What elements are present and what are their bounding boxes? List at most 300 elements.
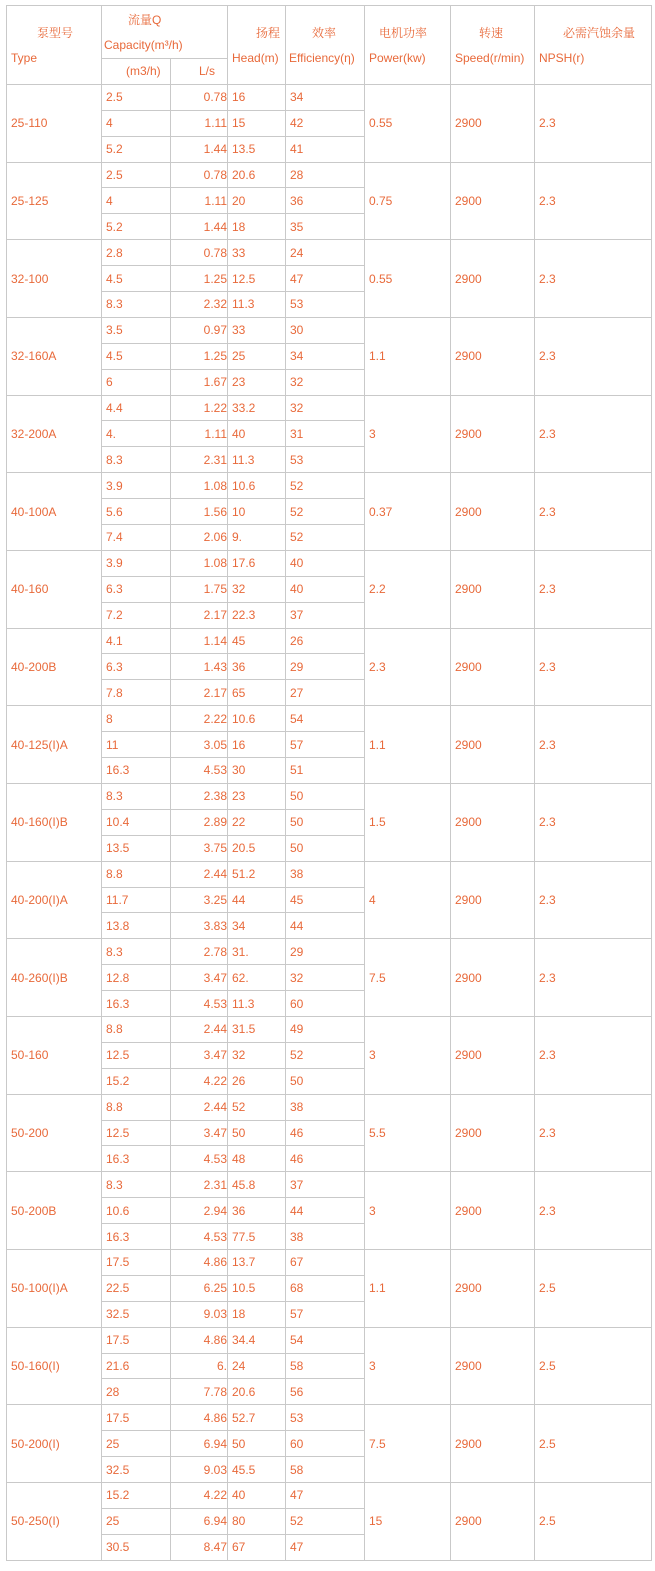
table-row <box>7 550 652 576</box>
speed-cell: 2900 <box>451 240 535 318</box>
capacity-m3h-cell: 21.6 <box>102 1353 171 1379</box>
capacity-ls-cell: 0.78 <box>171 240 228 266</box>
efficiency-cell: 57 <box>286 732 365 758</box>
efficiency-cell: 68 <box>286 1275 365 1301</box>
head-cell: 45 <box>228 628 286 654</box>
capacity-ls-cell: 1.14 <box>171 628 228 654</box>
table-row <box>7 1405 652 1431</box>
capacity-m3h-cell: 2.5 <box>102 84 171 110</box>
npsh-cell: 2.3 <box>535 628 652 706</box>
efficiency-cell: 34 <box>286 343 365 369</box>
capacity-m3h-cell: 10.6 <box>102 1198 171 1224</box>
capacity-m3h-cell: 3.9 <box>102 473 171 499</box>
capacity-ls-cell: 4.86 <box>171 1249 228 1275</box>
head-cell: 40 <box>228 421 286 447</box>
capacity-m3h-cell: 12.5 <box>102 1042 171 1068</box>
head-cell: 11.3 <box>228 991 286 1017</box>
speed-cell: 2900 <box>451 783 535 861</box>
efficiency-cell: 44 <box>286 913 365 939</box>
speed-cell: 2900 <box>451 317 535 395</box>
power-cell: 5.5 <box>365 1094 451 1172</box>
power-cell: 7.5 <box>365 1405 451 1483</box>
table-row <box>7 1016 652 1042</box>
capacity-m3h-cell: 17.5 <box>102 1249 171 1275</box>
capacity-ls-cell: 3.47 <box>171 1120 228 1146</box>
capacity-ls-cell: 2.44 <box>171 1016 228 1042</box>
capacity-ls-cell: 2.44 <box>171 861 228 887</box>
head-cell: 40 <box>228 1482 286 1508</box>
capacity-m3h-cell: 3.9 <box>102 550 171 576</box>
capacity-ls-cell: 0.78 <box>171 84 228 110</box>
efficiency-cell: 52 <box>286 1042 365 1068</box>
head-cell: 34.4 <box>228 1327 286 1353</box>
capacity-ls-cell: 2.94 <box>171 1198 228 1224</box>
capacity-ls-cell: 6.94 <box>171 1431 228 1457</box>
head-cell: 33.2 <box>228 395 286 421</box>
capacity-m3h-cell: 6.3 <box>102 654 171 680</box>
head-cell: 25 <box>228 343 286 369</box>
header-capacity-zh: 流量Q <box>128 13 162 27</box>
capacity-ls-cell: 1.67 <box>171 369 228 395</box>
speed-cell: 2900 <box>451 1482 535 1560</box>
capacity-ls-cell: 1.11 <box>171 421 228 447</box>
speed-cell: 2900 <box>451 1094 535 1172</box>
head-cell: 16 <box>228 732 286 758</box>
capacity-m3h-cell: 8.3 <box>102 783 171 809</box>
head-cell: 10.6 <box>228 473 286 499</box>
power-cell: 0.55 <box>365 240 451 318</box>
power-cell: 1.1 <box>365 706 451 784</box>
capacity-ls-cell: 2.17 <box>171 602 228 628</box>
capacity-ls-cell: 2.22 <box>171 706 228 732</box>
header-power <box>365 6 451 85</box>
capacity-m3h-cell: 17.5 <box>102 1405 171 1431</box>
head-cell: 20.5 <box>228 835 286 861</box>
efficiency-cell: 30 <box>286 317 365 343</box>
efficiency-cell: 29 <box>286 939 365 965</box>
pump-type-cell: 50-160 <box>7 1016 102 1094</box>
npsh-cell: 2.5 <box>535 1249 652 1327</box>
efficiency-cell: 42 <box>286 110 365 136</box>
efficiency-cell: 38 <box>286 1224 365 1250</box>
capacity-m3h-cell: 22.5 <box>102 1275 171 1301</box>
capacity-ls-cell: 3.05 <box>171 732 228 758</box>
head-cell: 12.5 <box>228 266 286 292</box>
npsh-cell: 2.3 <box>535 395 652 473</box>
head-cell: 16 <box>228 84 286 110</box>
head-cell: 23 <box>228 369 286 395</box>
capacity-ls-cell: 3.83 <box>171 913 228 939</box>
header-npsh-en: NPSH(r) <box>539 51 585 65</box>
capacity-ls-cell: 1.11 <box>171 188 228 214</box>
head-cell: 20 <box>228 188 286 214</box>
speed-cell: 2900 <box>451 861 535 939</box>
capacity-ls-cell: 9.03 <box>171 1457 228 1483</box>
efficiency-cell: 47 <box>286 1534 365 1560</box>
efficiency-cell: 51 <box>286 758 365 784</box>
pump-type-cell: 25-125 <box>7 162 102 240</box>
capacity-ls-cell: 2.31 <box>171 1172 228 1198</box>
pump-type-cell: 40-125(I)A <box>7 706 102 784</box>
capacity-m3h-cell: 5.2 <box>102 214 171 240</box>
head-cell: 15 <box>228 110 286 136</box>
efficiency-cell: 53 <box>286 447 365 473</box>
capacity-m3h-cell: 25 <box>102 1508 171 1534</box>
head-cell: 77.5 <box>228 1224 286 1250</box>
capacity-ls-cell: 2.06 <box>171 525 228 551</box>
head-cell: 36 <box>228 1198 286 1224</box>
header-efficiency-zh: 效率 <box>312 26 337 40</box>
capacity-ls-cell: 3.47 <box>171 1042 228 1068</box>
capacity-ls-cell: 4.53 <box>171 1146 228 1172</box>
efficiency-cell: 37 <box>286 602 365 628</box>
head-cell: 67 <box>228 1534 286 1560</box>
pump-type-cell: 50-200(I) <box>7 1405 102 1483</box>
header-capacity-m3h: (m3/h) <box>102 59 171 85</box>
power-cell: 0.55 <box>365 84 451 162</box>
head-cell: 20.6 <box>228 1379 286 1405</box>
efficiency-cell: 40 <box>286 550 365 576</box>
speed-cell: 2900 <box>451 84 535 162</box>
efficiency-cell: 40 <box>286 576 365 602</box>
speed-cell: 2900 <box>451 628 535 706</box>
head-cell: 22 <box>228 809 286 835</box>
pump-type-cell: 40-100A <box>7 473 102 551</box>
head-cell: 13.5 <box>228 136 286 162</box>
head-cell: 62. <box>228 965 286 991</box>
header-speed <box>451 6 535 85</box>
capacity-m3h-cell: 8.8 <box>102 1094 171 1120</box>
efficiency-cell: 57 <box>286 1301 365 1327</box>
capacity-ls-cell: 6.25 <box>171 1275 228 1301</box>
power-cell: 3 <box>365 395 451 473</box>
table-row <box>7 706 652 732</box>
speed-cell: 2900 <box>451 395 535 473</box>
capacity-m3h-cell: 11.7 <box>102 887 171 913</box>
efficiency-cell: 24 <box>286 240 365 266</box>
efficiency-cell: 53 <box>286 1405 365 1431</box>
efficiency-cell: 49 <box>286 1016 365 1042</box>
capacity-ls-cell: 1.22 <box>171 395 228 421</box>
npsh-cell: 2.3 <box>535 939 652 1017</box>
capacity-m3h-cell: 8.3 <box>102 939 171 965</box>
efficiency-cell: 46 <box>286 1120 365 1146</box>
npsh-cell: 2.5 <box>535 1327 652 1405</box>
table-row <box>7 861 652 887</box>
efficiency-cell: 26 <box>286 628 365 654</box>
efficiency-cell: 38 <box>286 861 365 887</box>
capacity-ls-cell: 7.78 <box>171 1379 228 1405</box>
efficiency-cell: 38 <box>286 1094 365 1120</box>
speed-cell: 2900 <box>451 1327 535 1405</box>
head-cell: 52.7 <box>228 1405 286 1431</box>
head-cell: 23 <box>228 783 286 809</box>
power-cell: 1.1 <box>365 317 451 395</box>
capacity-m3h-cell: 13.5 <box>102 835 171 861</box>
power-cell: 2.2 <box>365 550 451 628</box>
table-row <box>7 939 652 965</box>
head-cell: 50 <box>228 1120 286 1146</box>
head-cell: 51.2 <box>228 861 286 887</box>
capacity-m3h-cell: 13.8 <box>102 913 171 939</box>
head-cell: 52 <box>228 1094 286 1120</box>
header-type-zh: 泵型号 <box>37 26 74 40</box>
capacity-m3h-cell: 4.5 <box>102 343 171 369</box>
speed-cell: 2900 <box>451 550 535 628</box>
capacity-ls-cell: 2.89 <box>171 809 228 835</box>
pump-type-cell: 50-160(I) <box>7 1327 102 1405</box>
efficiency-cell: 56 <box>286 1379 365 1405</box>
header-head-en: Head(m) <box>232 51 279 65</box>
capacity-m3h-cell: 30.5 <box>102 1534 171 1560</box>
capacity-m3h-cell: 3.5 <box>102 317 171 343</box>
capacity-ls-cell: 2.78 <box>171 939 228 965</box>
capacity-m3h-cell: 16.3 <box>102 758 171 784</box>
efficiency-cell: 67 <box>286 1249 365 1275</box>
efficiency-cell: 32 <box>286 965 365 991</box>
capacity-m3h-cell: 6 <box>102 369 171 395</box>
capacity-m3h-cell: 4.1 <box>102 628 171 654</box>
capacity-ls-cell: 4.86 <box>171 1405 228 1431</box>
capacity-ls-cell: 2.31 <box>171 447 228 473</box>
npsh-cell: 2.3 <box>535 317 652 395</box>
pump-type-cell: 40-200(I)A <box>7 861 102 939</box>
capacity-ls-cell: 1.43 <box>171 654 228 680</box>
npsh-cell: 2.3 <box>535 162 652 240</box>
efficiency-cell: 54 <box>286 706 365 732</box>
power-cell: 3 <box>365 1172 451 1250</box>
head-cell: 30 <box>228 758 286 784</box>
header-npsh <box>535 6 652 85</box>
pump-type-cell: 40-160 <box>7 550 102 628</box>
capacity-ls-cell: 0.97 <box>171 317 228 343</box>
efficiency-cell: 46 <box>286 1146 365 1172</box>
capacity-m3h-cell: 7.2 <box>102 602 171 628</box>
capacity-m3h-cell: 10.4 <box>102 809 171 835</box>
capacity-m3h-cell: 17.5 <box>102 1327 171 1353</box>
capacity-ls-cell: 1.08 <box>171 550 228 576</box>
efficiency-cell: 47 <box>286 1482 365 1508</box>
capacity-m3h-cell: 28 <box>102 1379 171 1405</box>
npsh-cell: 2.5 <box>535 1405 652 1483</box>
power-cell: 1.1 <box>365 1249 451 1327</box>
head-cell: 13.7 <box>228 1249 286 1275</box>
head-cell: 11.3 <box>228 292 286 318</box>
speed-cell: 2900 <box>451 1172 535 1250</box>
capacity-ls-cell: 4.53 <box>171 1224 228 1250</box>
efficiency-cell: 44 <box>286 1198 365 1224</box>
efficiency-cell: 58 <box>286 1353 365 1379</box>
head-cell: 32 <box>228 576 286 602</box>
efficiency-cell: 50 <box>286 1068 365 1094</box>
efficiency-cell: 60 <box>286 1431 365 1457</box>
pump-type-cell: 32-100 <box>7 240 102 318</box>
header-type-en: Type <box>11 51 38 65</box>
capacity-m3h-cell: 2.8 <box>102 240 171 266</box>
table-row <box>7 628 652 654</box>
efficiency-cell: 50 <box>286 835 365 861</box>
header-capacity-en: Capacity(m³/h) <box>104 38 183 52</box>
capacity-m3h-cell: 8.3 <box>102 1172 171 1198</box>
power-cell: 4 <box>365 861 451 939</box>
pump-type-cell: 50-200 <box>7 1094 102 1172</box>
capacity-ls-cell: 1.44 <box>171 214 228 240</box>
npsh-cell: 2.3 <box>535 783 652 861</box>
efficiency-cell: 34 <box>286 84 365 110</box>
header-speed-zh: 转速 <box>479 26 504 40</box>
pump-type-cell: 25-110 <box>7 84 102 162</box>
capacity-m3h-cell: 15.2 <box>102 1068 171 1094</box>
capacity-m3h-cell: 4.5 <box>102 266 171 292</box>
table-row <box>7 1327 652 1353</box>
capacity-m3h-cell: 5.6 <box>102 499 171 525</box>
speed-cell: 2900 <box>451 473 535 551</box>
capacity-ls-cell: 2.38 <box>171 783 228 809</box>
power-cell: 3 <box>365 1016 451 1094</box>
capacity-ls-cell: 4.86 <box>171 1327 228 1353</box>
head-cell: 44 <box>228 887 286 913</box>
capacity-ls-cell: 6. <box>171 1353 228 1379</box>
power-cell: 15 <box>365 1482 451 1560</box>
table-row <box>7 1482 652 1508</box>
capacity-ls-cell: 3.75 <box>171 835 228 861</box>
capacity-ls-cell: 1.44 <box>171 136 228 162</box>
head-cell: 33 <box>228 317 286 343</box>
capacity-ls-cell: 2.17 <box>171 680 228 706</box>
capacity-m3h-cell: 8 <box>102 706 171 732</box>
table-row <box>7 783 652 809</box>
efficiency-cell: 58 <box>286 1457 365 1483</box>
efficiency-cell: 47 <box>286 266 365 292</box>
capacity-m3h-cell: 8.3 <box>102 292 171 318</box>
npsh-cell: 2.3 <box>535 473 652 551</box>
capacity-ls-cell: 1.75 <box>171 576 228 602</box>
head-cell: 22.3 <box>228 602 286 628</box>
capacity-m3h-cell: 12.5 <box>102 1120 171 1146</box>
speed-cell: 2900 <box>451 1249 535 1327</box>
efficiency-cell: 60 <box>286 991 365 1017</box>
capacity-ls-cell: 1.08 <box>171 473 228 499</box>
capacity-ls-cell: 6.94 <box>171 1508 228 1534</box>
pump-type-cell: 32-200A <box>7 395 102 473</box>
capacity-m3h-cell: 5.2 <box>102 136 171 162</box>
head-cell: 65 <box>228 680 286 706</box>
capacity-ls-cell: 2.44 <box>171 1094 228 1120</box>
header-power-en: Power(kw) <box>369 51 426 65</box>
capacity-m3h-cell: 4.4 <box>102 395 171 421</box>
header-npsh-zh: 必需汽蚀余量 <box>563 26 636 40</box>
efficiency-cell: 41 <box>286 136 365 162</box>
efficiency-cell: 37 <box>286 1172 365 1198</box>
capacity-ls-cell: 4.22 <box>171 1068 228 1094</box>
table-row <box>7 317 652 343</box>
table-row <box>7 1094 652 1120</box>
capacity-m3h-cell: 16.3 <box>102 1224 171 1250</box>
head-cell: 31. <box>228 939 286 965</box>
capacity-m3h-cell: 6.3 <box>102 576 171 602</box>
efficiency-cell: 36 <box>286 188 365 214</box>
capacity-ls-cell: 4.53 <box>171 991 228 1017</box>
head-cell: 24 <box>228 1353 286 1379</box>
efficiency-cell: 27 <box>286 680 365 706</box>
efficiency-cell: 31 <box>286 421 365 447</box>
capacity-m3h-cell: 16.3 <box>102 1146 171 1172</box>
npsh-cell: 2.3 <box>535 1172 652 1250</box>
table-row <box>7 395 652 421</box>
head-cell: 17.6 <box>228 550 286 576</box>
head-cell: 31.5 <box>228 1016 286 1042</box>
header-efficiency-en: Efficiency(η) <box>289 51 355 65</box>
head-cell: 11.3 <box>228 447 286 473</box>
head-cell: 45.5 <box>228 1457 286 1483</box>
capacity-m3h-cell: 7.4 <box>102 525 171 551</box>
capacity-m3h-cell: 4 <box>102 110 171 136</box>
npsh-cell: 2.3 <box>535 1094 652 1172</box>
capacity-ls-cell: 3.25 <box>171 887 228 913</box>
capacity-ls-cell: 1.11 <box>171 110 228 136</box>
head-cell: 10.6 <box>228 706 286 732</box>
capacity-ls-cell: 9.03 <box>171 1301 228 1327</box>
efficiency-cell: 32 <box>286 369 365 395</box>
capacity-m3h-cell: 8.8 <box>102 1016 171 1042</box>
efficiency-cell: 29 <box>286 654 365 680</box>
capacity-m3h-cell: 7.8 <box>102 680 171 706</box>
power-cell: 0.37 <box>365 473 451 551</box>
power-cell: 7.5 <box>365 939 451 1017</box>
capacity-m3h-cell: 25 <box>102 1431 171 1457</box>
pump-type-cell: 40-160(I)B <box>7 783 102 861</box>
capacity-m3h-cell: 16.3 <box>102 991 171 1017</box>
head-cell: 26 <box>228 1068 286 1094</box>
pump-type-cell: 40-200B <box>7 628 102 706</box>
head-cell: 34 <box>228 913 286 939</box>
head-cell: 50 <box>228 1431 286 1457</box>
head-cell: 10 <box>228 499 286 525</box>
efficiency-cell: 45 <box>286 887 365 913</box>
capacity-ls-cell: 4.22 <box>171 1482 228 1508</box>
capacity-m3h-cell: 4 <box>102 188 171 214</box>
speed-cell: 2900 <box>451 162 535 240</box>
efficiency-cell: 32 <box>286 395 365 421</box>
table-row <box>7 240 652 266</box>
capacity-ls-cell: 3.47 <box>171 965 228 991</box>
table-row <box>7 1172 652 1198</box>
table-row <box>7 473 652 499</box>
npsh-cell: 2.3 <box>535 550 652 628</box>
speed-cell: 2900 <box>451 939 535 1017</box>
capacity-m3h-cell: 32.5 <box>102 1301 171 1327</box>
header-type <box>7 6 102 85</box>
capacity-ls-cell: 2.32 <box>171 292 228 318</box>
head-cell: 32 <box>228 1042 286 1068</box>
pump-type-cell: 40-260(I)B <box>7 939 102 1017</box>
header-power-zh: 电机功率 <box>379 26 428 40</box>
capacity-m3h-cell: 11 <box>102 732 171 758</box>
capacity-m3h-cell: 12.8 <box>102 965 171 991</box>
capacity-m3h-cell: 8.3 <box>102 447 171 473</box>
speed-cell: 2900 <box>451 706 535 784</box>
head-cell: 33 <box>228 240 286 266</box>
capacity-m3h-cell: 8.8 <box>102 861 171 887</box>
capacity-m3h-cell: 2.5 <box>102 162 171 188</box>
efficiency-cell: 28 <box>286 162 365 188</box>
head-cell: 45.8 <box>228 1172 286 1198</box>
power-cell: 3 <box>365 1327 451 1405</box>
header-capacity <box>102 6 228 59</box>
power-cell: 0.75 <box>365 162 451 240</box>
npsh-cell: 2.3 <box>535 861 652 939</box>
capacity-ls-cell: 8.47 <box>171 1534 228 1560</box>
